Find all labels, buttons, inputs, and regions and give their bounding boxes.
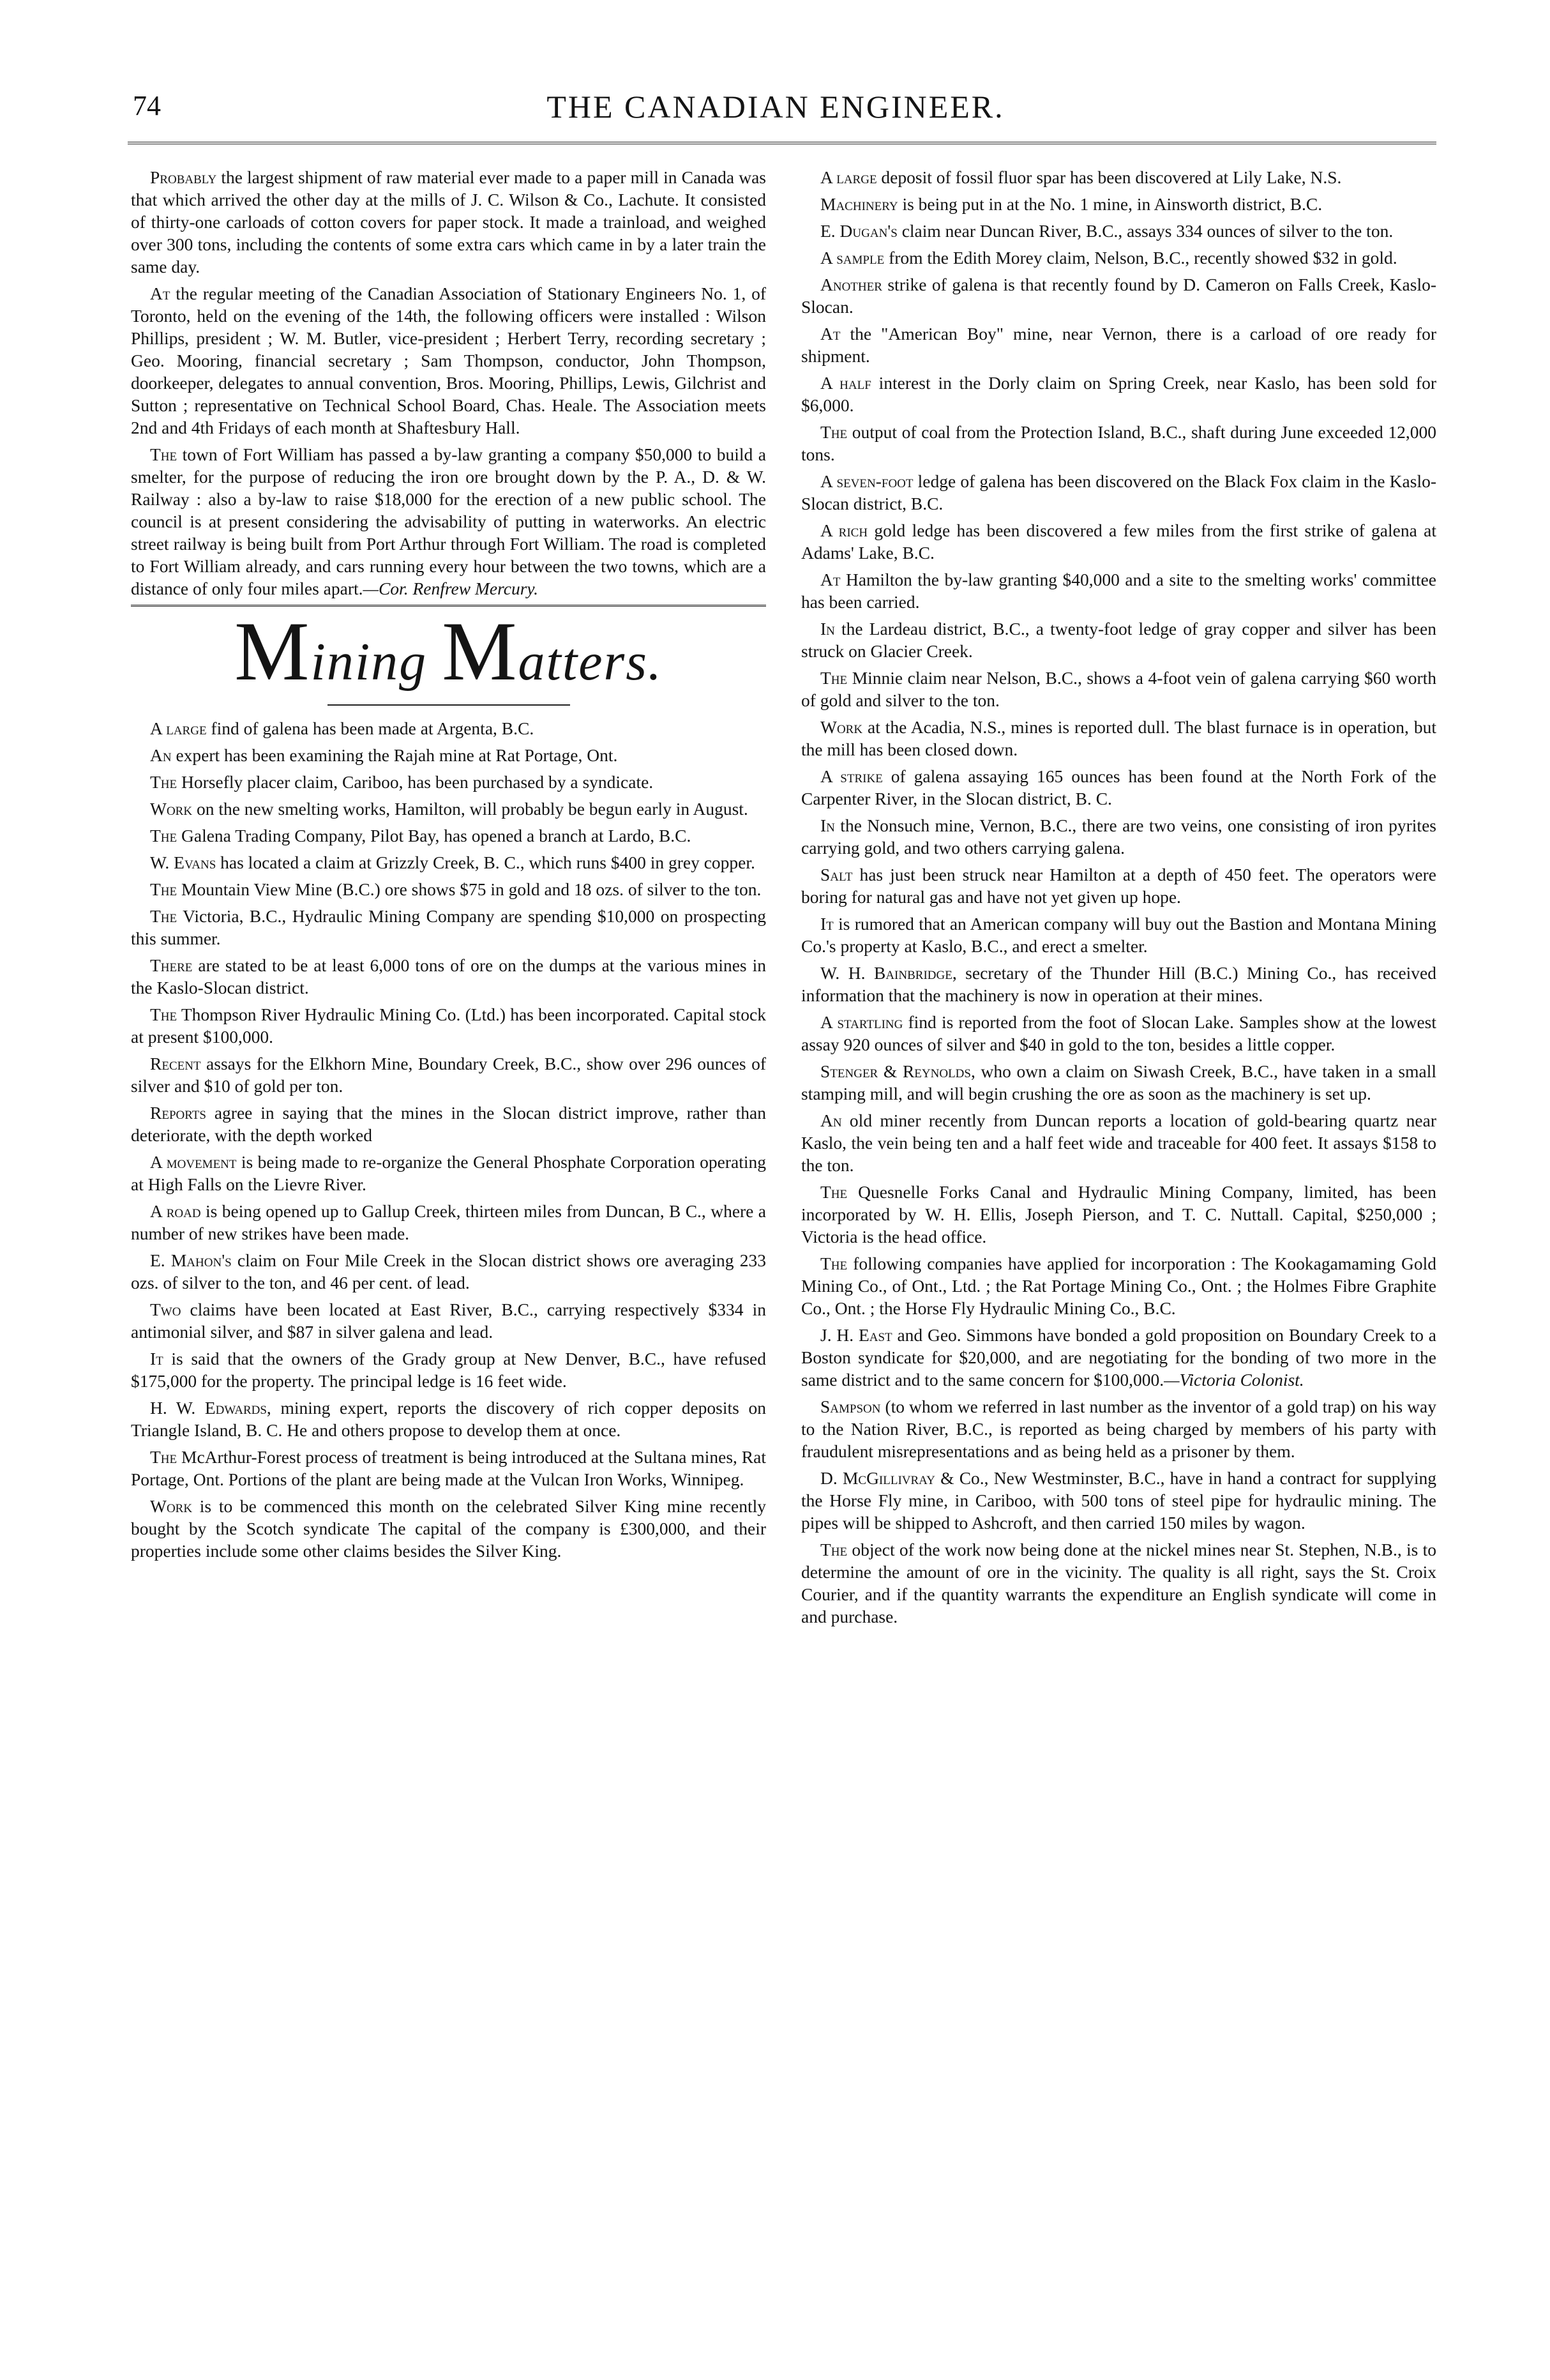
news-item-text: of galena assaying 165 ounces has been found at the North Fork of the Carpenter River, in the Slocan district, B. C. <box>801 766 1436 808</box>
news-item-source: —Victoria Colonist. <box>1164 1370 1304 1390</box>
news-item-text: Galena Trading Company, Pilot Bay, has opened a branch at Lardo, B.C. <box>177 826 691 845</box>
news-item <box>131 443 766 600</box>
news-item-text: the regular meeting of the Canadian Association of Stationary Engineers No. 1, of Toronto, held on the evening of the 14th, the following officers were installed : Wilson Phillips, president ; W. M. Butler, vice-president ; Herbert Terry, recording secretary ; Geo. Mooring, financial secretary ; Sam Thompson, conductor, John Thompson, doorkeeper, delegates to annual convention, Bros. Mooring, Phillips, Lewis, Gilchrist and Sutton ; representative on Technical School Board, Chas. Heale. The Association meets 2nd and 4th Fridays of each month at Shaftesbury Hall. <box>131 284 766 437</box>
news-item-text: following companies have applied for incorporation : The Kookagamaming Gold Mining Co., of Ont., Ltd. ; the Rat Portage Mining Co., Ont. ; the Holmes Fibre Graphite Co., Ont. ; the Horse Fly Hydraulic Mining Co., B.C. <box>801 1254 1436 1318</box>
news-item-text: ledge of galena has been discovered on the Black Fox claim in the Kaslo-Slocan district, B.C. <box>801 471 1436 513</box>
news-item <box>131 905 766 950</box>
news-item-text: on the new smelting works, Hamilton, will probably be begun early in August. <box>192 799 748 819</box>
news-item-text: gold ledge has been discovered a few miles from the first strike of galena at Adams' Lake, B.C. <box>801 520 1436 563</box>
news-item <box>801 322 1436 367</box>
news-item-lead: Work <box>820 717 863 737</box>
news-item-lead: The <box>150 906 177 926</box>
news-item-text: mining expert, reports the discovery of rich copper deposits on Triangle Island, B. C. He and others propose to develop them at once. <box>131 1398 766 1440</box>
news-item <box>131 1151 766 1195</box>
news-item <box>801 765 1436 810</box>
news-item-text: town of Fort William has passed a by-law granting a company $50,000 to build a smelter, for the purpose of reducing the iron ore brought down by the P. A., D. & W. Railway : also a by-law to raise $18,000 for the erection of a new public school. The council is at present considering the advisability of putting in waterworks. An electric street railway is being built from Port Arthur through Fort William. The road is completed to Fort William already, and cars running every hour between the two towns, which are a distance of only four miles apart. <box>131 444 766 598</box>
news-item-text: Mountain View Mine (B.C.) ore shows $75 in gold and 18 ozs. of silver to the ton. <box>177 879 762 899</box>
news-item-lead: H. W. Edwards, <box>150 1398 271 1418</box>
news-item-text: (to whom we referred in last number as the inventor of a gold trap) on his way to the Nation River, B.C., is reported as being charged by members of his party with fraudulent misrepresentations and as being held as a prisoner by them. <box>801 1397 1436 1461</box>
news-item <box>131 1249 766 1294</box>
news-item <box>801 1538 1436 1628</box>
news-item <box>801 220 1436 242</box>
news-item <box>131 851 766 874</box>
news-item-lead: A seven-foot <box>820 471 914 491</box>
news-item-lead: Another <box>820 275 882 294</box>
news-item-text: object of the work now being done at the nickel mines near St. Stephen, N.B., is to determine the amount of ore in the vicinity. The quality is all right, says the St. Croix Courier, and if the quantity warrants the expenditure an English syndicate will come in and purchase. <box>801 1540 1436 1626</box>
news-item-lead: Probably <box>150 167 217 187</box>
heading-underline <box>327 704 570 706</box>
news-item <box>801 1252 1436 1319</box>
news-item-text: strike of galena is that recently found by D. Cameron on Falls Creek, Kaslo-Slocan. <box>801 275 1436 317</box>
news-item-text: claim near Duncan River, B.C., assays 334 ounces of silver to the ton. <box>897 221 1394 241</box>
news-item-lead: The <box>150 1447 177 1467</box>
right-column <box>801 166 1436 2350</box>
section-heading-mining-matters <box>131 604 766 701</box>
news-item-lead: In <box>820 815 835 835</box>
right-mining-items <box>801 166 1436 1628</box>
news-item-text: old miner recently from Duncan reports a location of gold-bearing quartz near Kaslo, the vein being ten and a half feet wide and traceable for 400 feet. It assays $158 to the ton. <box>801 1110 1436 1175</box>
news-item-lead: Reports <box>150 1103 206 1123</box>
page-header <box>121 83 1430 128</box>
news-item-lead: A startling <box>820 1012 903 1032</box>
news-item <box>801 470 1436 515</box>
news-item-lead: The <box>150 772 177 792</box>
left-mining-items <box>131 717 766 1562</box>
news-item-text: who own a claim on Siwash Creek, B.C., have taken in a small stamping mill, and will begin crushing the ore as soon as the machinery is set up. <box>801 1061 1436 1103</box>
news-item-lead: It <box>150 1349 163 1368</box>
news-item-text: find is reported from the foot of Slocan Lake. Samples show at the lowest assay 920 ounces of silver and $40 in gold to the ton, besides a little copper. <box>801 1012 1436 1054</box>
news-item-lead: E. Dugan's <box>820 221 898 241</box>
news-item-lead: A large <box>820 167 877 187</box>
news-item-text: deposit of fossil fluor spar has been discovered at Lily Lake, N.S. <box>877 167 1342 187</box>
news-item <box>131 1003 766 1048</box>
news-item-lead: Sampson <box>820 1397 881 1416</box>
news-item <box>131 1298 766 1343</box>
news-item <box>131 878 766 900</box>
news-item <box>801 618 1436 662</box>
news-item-lead: The <box>820 1182 848 1202</box>
news-item <box>801 1395 1436 1462</box>
news-item-lead: The <box>150 444 177 464</box>
news-item <box>131 798 766 820</box>
news-item-lead: E. Mahon's <box>150 1250 232 1270</box>
news-item-lead: D. McGillivray <box>820 1468 935 1488</box>
news-item-lead: Salt <box>820 865 853 884</box>
news-item-lead: W. H. Bainbridge, <box>820 963 957 983</box>
news-item-text: Horsefly placer claim, Cariboo, has been purchased by a syndicate. <box>177 772 654 792</box>
news-item-text: Victoria, B.C., Hydraulic Mining Company are spending $10,000 on prospecting this summer. <box>131 906 766 948</box>
news-item-lead: The <box>150 1004 177 1024</box>
news-item-text: is being made to re-organize the General Phosphate Corporation operating at High Falls on the Lievre River. <box>131 1152 766 1194</box>
news-item-text: interest in the Dorly claim on Spring Creek, near Kaslo, has been sold for $6,000. <box>801 373 1436 415</box>
news-item-text: secretary of the Thunder Hill (B.C.) Mining Co., has received information that the machinery is now in operation at their mines. <box>801 963 1436 1005</box>
left-top-articles <box>131 166 766 600</box>
news-item <box>131 1102 766 1146</box>
news-item <box>801 913 1436 957</box>
news-item <box>801 273 1436 318</box>
news-item-lead: Recent <box>150 1054 201 1073</box>
news-item-lead: At <box>820 324 841 344</box>
news-item-text: expert has been examining the Rajah mine at Rat Portage, Ont. <box>171 745 618 765</box>
news-item <box>801 519 1436 564</box>
news-item-lead: A strike <box>820 766 883 786</box>
left-column <box>131 166 766 2350</box>
news-item-lead: A road <box>150 1201 201 1221</box>
news-item <box>801 1324 1436 1391</box>
news-item <box>801 1109 1436 1176</box>
news-item <box>131 1495 766 1562</box>
news-item-lead: The <box>150 879 177 899</box>
news-item-lead: A large <box>150 718 207 738</box>
news-item-lead: There <box>150 955 193 975</box>
news-item-text: McArthur-Forest process of treatment is being introduced at the Sultana mines, Rat Portage, Ont. Portions of the plant are being made at the Vulcan Iron Works, Winnipeg. <box>131 1447 766 1489</box>
news-item-lead: An <box>820 1110 842 1130</box>
news-item-text: Quesnelle Forks Canal and Hydraulic Mining Company, limited, has been incorporated by W. H. Ellis, Joseph Pierson, and T. C. Nuttall. Capital, $250,000 ; Victoria is the head office. <box>801 1182 1436 1247</box>
news-item-text: at the Acadia, N.S., mines is reported dull. The blast furnace is in operation, but the mill has been closed down. <box>801 717 1436 759</box>
news-item-source: —Cor. Renfrew Mercury. <box>363 579 538 598</box>
news-item-text: claims have been located at East River, B.C., carrying respectively $334 in antimonial silver, and $87 in silver galena and lead. <box>131 1300 766 1342</box>
news-item <box>801 1011 1436 1056</box>
news-item-lead: The <box>820 1540 848 1559</box>
news-item-text: from the Edith Morey claim, Nelson, B.C., recently showed $32 in gold. <box>884 248 1397 268</box>
journal-title: THE CANADIAN ENGINEER. <box>546 89 1005 125</box>
news-item <box>801 1060 1436 1105</box>
news-item <box>801 1467 1436 1534</box>
news-item-lead: Machinery <box>820 194 898 214</box>
news-item-lead: Two <box>150 1300 181 1319</box>
news-item <box>131 166 766 278</box>
news-item-text: is to be commenced this month on the celebrated Silver King mine recently bought by the Scotch syndicate The capital of the company is £300,000, and their properties include some other claims besides the Silver King. <box>131 1496 766 1561</box>
news-item-lead: The <box>820 1254 848 1273</box>
news-item-lead: A movement <box>150 1152 237 1172</box>
heading-cap-1: M <box>234 604 311 698</box>
news-item <box>801 716 1436 761</box>
news-item <box>801 193 1436 215</box>
news-item-lead: A sample <box>820 248 885 268</box>
news-item-text: the Nonsuch mine, Vernon, B.C., there are two veins, one consisting of iron pyrites carrying gold, and two others carrying galena. <box>801 815 1436 858</box>
news-item <box>801 421 1436 466</box>
header-rule <box>128 142 1436 144</box>
news-item <box>801 568 1436 613</box>
news-item-text: has located a claim at Grizzly Creek, B. C., which runs $400 in grey copper. <box>216 853 755 872</box>
news-item-lead: Work <box>150 1496 193 1516</box>
news-item <box>131 717 766 739</box>
page-number: 74 <box>133 90 161 121</box>
news-item <box>131 1200 766 1245</box>
news-item <box>131 282 766 439</box>
news-item-text: agree in saying that the mines in the Slocan district improve, rather than deteriorate, with the depth worked <box>131 1103 766 1145</box>
news-item <box>131 771 766 793</box>
news-item <box>801 1181 1436 1248</box>
news-item-lead: At <box>150 284 170 303</box>
news-item-text: is being put in at the No. 1 mine, in Ainsworth district, B.C. <box>898 194 1323 214</box>
news-item-lead: At <box>820 570 841 589</box>
news-item-text: is rumored that an American company will buy out the Bastion and Montana Mining Co.'s property at Kaslo, B.C., and erect a smelter. <box>801 914 1436 956</box>
news-item-text: Thompson River Hydraulic Mining Co. (Ltd.) has been incorporated. Capital stock at present $100,000. <box>131 1004 766 1047</box>
news-item <box>801 372 1436 416</box>
news-item-lead: The <box>820 422 848 442</box>
news-item-text: is being opened up to Gallup Creek, thirteen miles from Duncan, B C., where a number of new strikes have been made. <box>131 1201 766 1243</box>
news-item-text: & Co., New Westminster, B.C., have in hand a contract for supplying the Horse Fly mine, in Cariboo, with 500 tons of steel pipe for hydraulic mining. The pipes will be shipped to Ashcroft, and then carried 150 miles by wagon. <box>801 1468 1436 1533</box>
news-item-text: Hamilton the by-law granting $40,000 and a site to the smelting works' committee has been carried. <box>801 570 1436 612</box>
news-item <box>131 1397 766 1441</box>
news-item-text: has just been struck near Hamilton at a depth of 450 feet. The operators were boring for natural gas and have not yet given up hope. <box>801 865 1436 907</box>
heading-cap-2: M <box>442 604 518 698</box>
news-item-text: the largest shipment of raw material ever made to a paper mill in Canada was that which arrived the other day at the mills of J. C. Wilson & Co., Lachute. It consisted of thirty-one carloads of cotton covers for paper stock. It made a trainload, and weighed over 300 tons, including the contents of some extra cars which came in by a later train the same day. <box>131 167 766 277</box>
news-item-text: claim on Four Mile Creek in the Slocan district shows ore averaging 233 ozs. of silver to the ton, and 46 per cent. of lead. <box>131 1250 766 1292</box>
news-item-lead: It <box>820 914 834 934</box>
news-item-text: Minnie claim near Nelson, B.C., shows a 4-foot vein of galena carrying $60 worth of gold and silver to the ton. <box>801 668 1436 710</box>
news-item <box>131 744 766 766</box>
heading-word-2: atters. <box>518 632 663 692</box>
news-item <box>801 246 1436 269</box>
news-item <box>801 962 1436 1006</box>
news-item-lead: The <box>150 826 177 845</box>
news-item <box>801 863 1436 908</box>
news-item <box>131 1052 766 1097</box>
news-item-lead: J. H. East <box>820 1325 892 1345</box>
news-item <box>131 1446 766 1490</box>
news-item <box>801 667 1436 711</box>
news-item <box>801 166 1436 188</box>
news-item-text: are stated to be at least 6,000 tons of ore on the dumps at the various mines in the Kaslo-Slocan district. <box>131 955 766 997</box>
news-item-lead: Stenger & Reynolds, <box>820 1061 975 1081</box>
heading-word-1: ining <box>310 632 428 692</box>
news-item-text: the "American Boy" mine, near Vernon, there is a carload of ore ready for shipment. <box>801 324 1436 366</box>
news-item <box>131 1347 766 1392</box>
news-item <box>131 954 766 999</box>
news-item-text: assays for the Elkhorn Mine, Boundary Creek, B.C., show over 296 ounces of silver and $10 of gold per ton. <box>131 1054 766 1096</box>
news-item-lead: Work <box>150 799 193 819</box>
news-item-text: find of galena has been made at Argenta, B.C. <box>206 718 534 738</box>
news-item <box>131 824 766 847</box>
news-item <box>801 814 1436 859</box>
news-item-text: and Geo. Simmons have bonded a gold proposition on Boundary Creek to a Boston syndicate for $20,000, and are negotiating for the bonding of two more in the same district and to the same concern for $100,000. <box>801 1325 1436 1390</box>
news-item-text: output of coal from the Protection Island, B.C., shaft during June exceeded 12,000 tons. <box>801 422 1436 464</box>
news-item-lead: W. Evans <box>150 853 216 872</box>
news-item-lead: An <box>150 745 172 765</box>
news-item-text: is said that the owners of the Grady group at New Denver, B.C., have refused $175,000 for the property. The principal ledge is 16 feet wide. <box>131 1349 766 1391</box>
news-item-text: the Lardeau district, B.C., a twenty-foot ledge of gray copper and silver has been struck on Glacier Creek. <box>801 619 1436 661</box>
news-item-lead: In <box>820 619 835 639</box>
news-item-lead: A rich <box>820 520 868 540</box>
news-item-lead: A half <box>820 373 871 393</box>
news-item-lead: The <box>820 668 848 688</box>
